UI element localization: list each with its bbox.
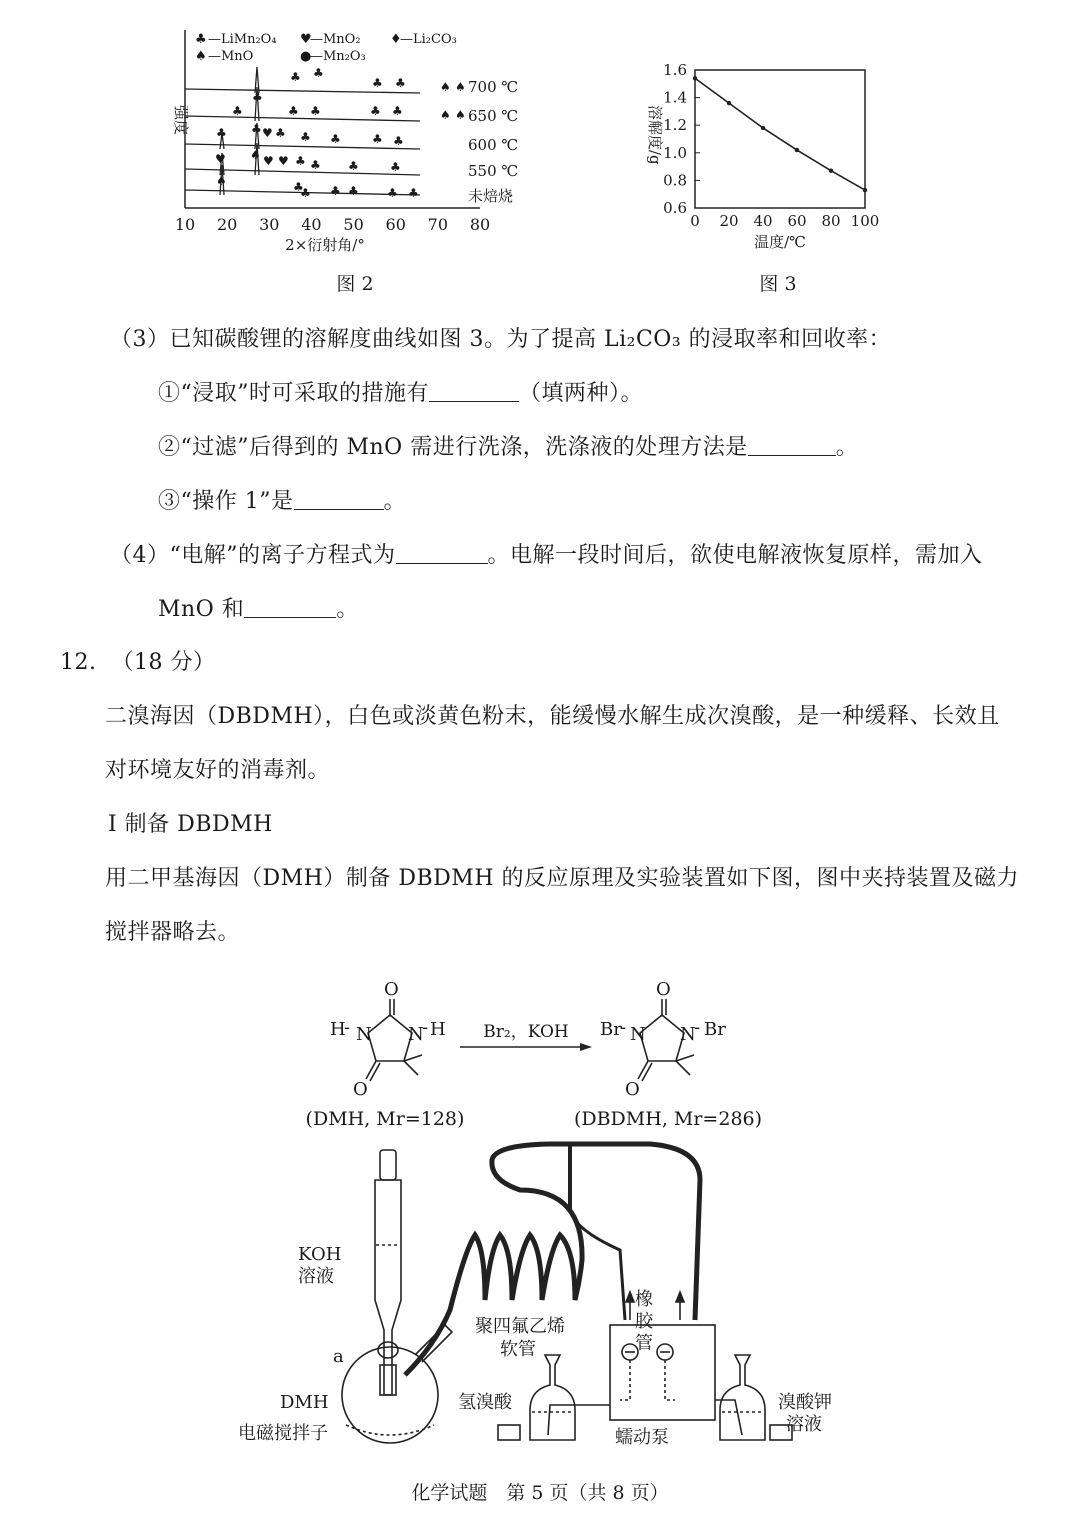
- svg-text:♣: ♣: [393, 134, 404, 148]
- q3-item2: [158, 430, 858, 461]
- fig2-legend: [195, 32, 457, 64]
- label-koh: KOH: [298, 1244, 342, 1265]
- svg-text:●: ●: [300, 49, 312, 64]
- svg-text:Br: Br: [600, 1019, 622, 1040]
- fig2-xtick-label: 40: [301, 215, 322, 234]
- svg-text:N: N: [680, 1024, 696, 1045]
- figure-2-xrd-chart: [150, 25, 550, 295]
- fig2-ylabel: 强度: [172, 105, 190, 136]
- svg-text:♠: ♠: [440, 108, 451, 122]
- q4-line1-blank[interactable]: [396, 543, 488, 564]
- label-rubber-2: 胶: [635, 1311, 653, 1332]
- fig3-ytick-label: 1.4: [663, 88, 687, 107]
- q4-line1-tail: 。电解一段时间后，欲使电解液恢复原样，需加入: [487, 543, 983, 568]
- fig3-data-point: [693, 76, 697, 80]
- svg-text:♠: ♠: [455, 80, 466, 94]
- fig3-ytick-label: 1.6: [663, 61, 687, 79]
- trace-600: 600 ℃: [468, 136, 519, 154]
- trace-550: 550 ℃: [468, 162, 519, 180]
- svg-text:♠: ♠: [455, 108, 466, 122]
- q3-item2-blank[interactable]: [748, 435, 836, 456]
- svg-text:♣: ♣: [330, 132, 341, 146]
- svg-text:♣: ♣: [310, 104, 321, 118]
- q3-item3-text: ③“操作 1”是: [158, 489, 294, 514]
- svg-text:N: N: [408, 1024, 424, 1045]
- svg-text:♥: ♥: [278, 154, 289, 168]
- label-ptfe-tube: 软管: [500, 1339, 536, 1360]
- q3-item1-blank[interactable]: [429, 381, 519, 402]
- svg-text:♣: ♣: [348, 159, 359, 173]
- fig2-xtick-label: 30: [259, 215, 280, 234]
- fig3-data-point: [863, 188, 867, 192]
- label-a: a: [333, 1346, 344, 1367]
- svg-text:♠: ♠: [250, 148, 261, 162]
- label-kbro3-solution: 溶液: [786, 1414, 822, 1435]
- svg-text:♣: ♣: [295, 154, 306, 168]
- q12-score: （18 分）: [111, 650, 216, 675]
- svg-text:♣: ♣: [395, 76, 406, 90]
- svg-text:Br: Br: [704, 1019, 726, 1040]
- svg-text:♣: ♣: [392, 104, 403, 118]
- q3-item2-tail: 。: [835, 435, 859, 460]
- product-label: (DBDMH, Mr=286): [573, 1108, 763, 1130]
- svg-text:♣: ♣: [195, 32, 207, 47]
- fig3-xtick-label: 20: [719, 212, 739, 230]
- legend-mno: —MnO: [208, 49, 254, 64]
- q4-line2-text: MnO 和: [158, 597, 245, 622]
- q3-item3-blank[interactable]: [294, 489, 384, 510]
- fig3-xlabel: 温度/℃: [754, 233, 806, 251]
- label-kbro3: 溴酸钾: [778, 1392, 832, 1413]
- fig3-xtick-label: 60: [787, 212, 807, 230]
- fig3-ytick-label: 1.2: [663, 116, 687, 135]
- q12-number: 12.: [60, 650, 97, 675]
- svg-text:♣: ♣: [290, 70, 301, 84]
- svg-text:♣: ♣: [300, 186, 311, 200]
- reactant-label: (DMH, Mr=128): [305, 1108, 465, 1130]
- svg-text:♣: ♣: [251, 122, 262, 136]
- q3-item3: [158, 484, 406, 515]
- q4-line1-text: （4）“电解”的离子方程式为: [110, 543, 396, 568]
- q3-item1-tail: （填两种）。: [519, 381, 644, 406]
- fig3-ytick-label: 0.6: [663, 199, 687, 217]
- q12-desc-1: 用二甲基海因（DMH）制备 DBDMH 的反应原理及实验装置如下图，图中夹持装置及磁力: [105, 866, 1019, 891]
- svg-text:♣: ♣: [348, 184, 359, 198]
- label-ptfe: 聚四氟乙烯: [475, 1316, 565, 1337]
- svg-text:-: -: [422, 1017, 429, 1038]
- q12-header: [60, 645, 216, 676]
- apparatus-diagram: [230, 1140, 870, 1460]
- fig3-data-point: [829, 169, 833, 173]
- label-hbr: 氢溴酸: [458, 1392, 512, 1413]
- svg-text:♠: ♠: [440, 80, 451, 94]
- svg-text:♠: ♠: [195, 49, 207, 64]
- q4-line2: [158, 592, 359, 623]
- q12-section-title: Ⅰ 制备 DBDMH: [108, 812, 273, 837]
- label-rubber-1: 橡: [635, 1289, 653, 1310]
- svg-text:-: -: [620, 1017, 627, 1038]
- svg-text:♣: ♣: [372, 76, 383, 90]
- fig3-xtick-label: 0: [690, 212, 700, 230]
- svg-text:♣: ♣: [387, 186, 398, 200]
- svg-text:♣: ♣: [372, 132, 383, 146]
- svg-text:H: H: [430, 1019, 446, 1040]
- figure-3-caption: 图 3: [759, 273, 797, 295]
- q3-item1-text: ①“浸取”时可采取的措施有: [158, 381, 429, 406]
- svg-text:♦: ♦: [390, 32, 402, 47]
- svg-text:♣: ♣: [300, 130, 311, 144]
- svg-text:H: H: [330, 1019, 346, 1040]
- fig2-peak-markers: [215, 66, 466, 200]
- fig2-xticks: [175, 215, 490, 234]
- svg-text:♥: ♥: [263, 154, 274, 168]
- label-rubber-3: 管: [635, 1333, 653, 1354]
- svg-text:♣: ♣: [288, 104, 299, 118]
- svg-text:♣: ♣: [370, 104, 381, 118]
- trace-650: 650 ℃: [468, 107, 519, 125]
- svg-text:♣: ♣: [313, 66, 324, 80]
- svg-text:♥: ♥: [215, 152, 226, 166]
- svg-text:♣: ♣: [275, 126, 286, 140]
- fig2-xtick-label: 80: [469, 215, 491, 234]
- fig3-xtick-label: 100: [850, 212, 880, 230]
- trace-700: 700 ℃: [468, 78, 519, 96]
- fig3-data-point: [727, 101, 731, 105]
- fig3-ytick-label: 0.8: [663, 171, 687, 190]
- svg-text:♣: ♣: [216, 126, 227, 140]
- svg-text:♣: ♣: [408, 186, 419, 200]
- svg-text:O: O: [353, 1079, 368, 1100]
- q4-line1: [110, 538, 983, 569]
- svg-text:♣: ♣: [232, 104, 243, 118]
- svg-text:♥: ♥: [300, 32, 312, 47]
- q3-item1: [158, 376, 643, 407]
- trace-unroasted: 未焙烧: [468, 187, 514, 205]
- fig2-xtick-label: 70: [427, 215, 449, 234]
- figure-2-caption: 图 2: [336, 273, 374, 295]
- q12-intro-2: 对环境友好的消毒剂。: [105, 758, 331, 783]
- label-pump: 蠕动泵: [615, 1427, 669, 1448]
- svg-text:-: -: [694, 1017, 701, 1038]
- svg-text:N: N: [356, 1024, 372, 1045]
- q3-item2-text: ②“过滤”后得到的 MnO 需进行洗涤，洗涤液的处理方法是: [158, 435, 748, 460]
- reaction-reagents: Br₂，KOH: [483, 1022, 569, 1042]
- fig3-xtick-label: 80: [821, 212, 841, 230]
- q3-intro: （3）已知碳酸锂的溶解度曲线如图 3。为了提高 Li₂CO₃ 的浸取率和回收率：: [110, 327, 892, 352]
- reaction-scheme: [300, 975, 780, 1140]
- fig2-xtick-label: 50: [343, 215, 364, 234]
- label-koh-solution: 溶液: [298, 1266, 334, 1287]
- fig3-curve: [693, 76, 867, 192]
- figure-3-solubility-chart: [630, 60, 890, 300]
- fig2-xtick-label: 20: [216, 215, 238, 234]
- label-stirrer: 电磁搅拌子: [238, 1423, 328, 1444]
- legend-mno2: —MnO₂: [310, 32, 361, 47]
- svg-text:♥: ♥: [262, 126, 273, 140]
- svg-text:♣: ♣: [252, 90, 263, 104]
- fig3-data-point: [761, 126, 765, 130]
- svg-text:♣: ♣: [390, 160, 401, 174]
- fig3-data-point: [795, 148, 799, 152]
- label-dmh: DMH: [280, 1392, 329, 1413]
- legend-limn2o4: —LiMn₂O₄: [208, 32, 277, 47]
- fig3-xtick-label: 40: [753, 212, 773, 230]
- q3-item3-tail: 。: [383, 489, 407, 514]
- svg-text:♣: ♣: [330, 184, 341, 198]
- fig2-xlabel: 2×衍射角/°: [285, 236, 365, 254]
- fig3-ytick-label: 1.0: [663, 143, 687, 162]
- svg-text:♣: ♣: [310, 158, 321, 172]
- legend-li2co3: —Li₂CO₃: [400, 32, 457, 47]
- svg-text:♠: ♠: [216, 174, 227, 188]
- svg-text:O: O: [625, 1079, 640, 1100]
- svg-text:-: -: [344, 1017, 351, 1038]
- page-footer: 化学试题 第 5 页（共 8 页）: [411, 1482, 669, 1504]
- q12-desc-2: 搅拌器略去。: [105, 920, 241, 945]
- fig2-xtick-label: 60: [385, 215, 406, 234]
- svg-text:O: O: [384, 979, 399, 1000]
- svg-text:O: O: [656, 979, 671, 1000]
- q12-intro-1: 二溴海因（DBDMH），白色或淡黄色粉末，能缓慢水解生成次溴酸，是一种缓释、长效且: [105, 704, 1000, 729]
- fig3-xticks: [690, 212, 879, 230]
- svg-text:N: N: [630, 1024, 646, 1045]
- q4-line2-tail: 。: [336, 597, 359, 622]
- fig3-ylabel: 溶解度/g: [646, 105, 664, 165]
- fig3-series-line: [695, 78, 865, 190]
- legend-mn2o3: —Mn₂O₃: [310, 49, 366, 64]
- fig2-xtick-label: 10: [174, 215, 196, 234]
- q4-line2-blank[interactable]: [244, 597, 336, 618]
- svg-text:♣: ♣: [293, 180, 304, 194]
- fig2-trace-labels: [468, 78, 518, 205]
